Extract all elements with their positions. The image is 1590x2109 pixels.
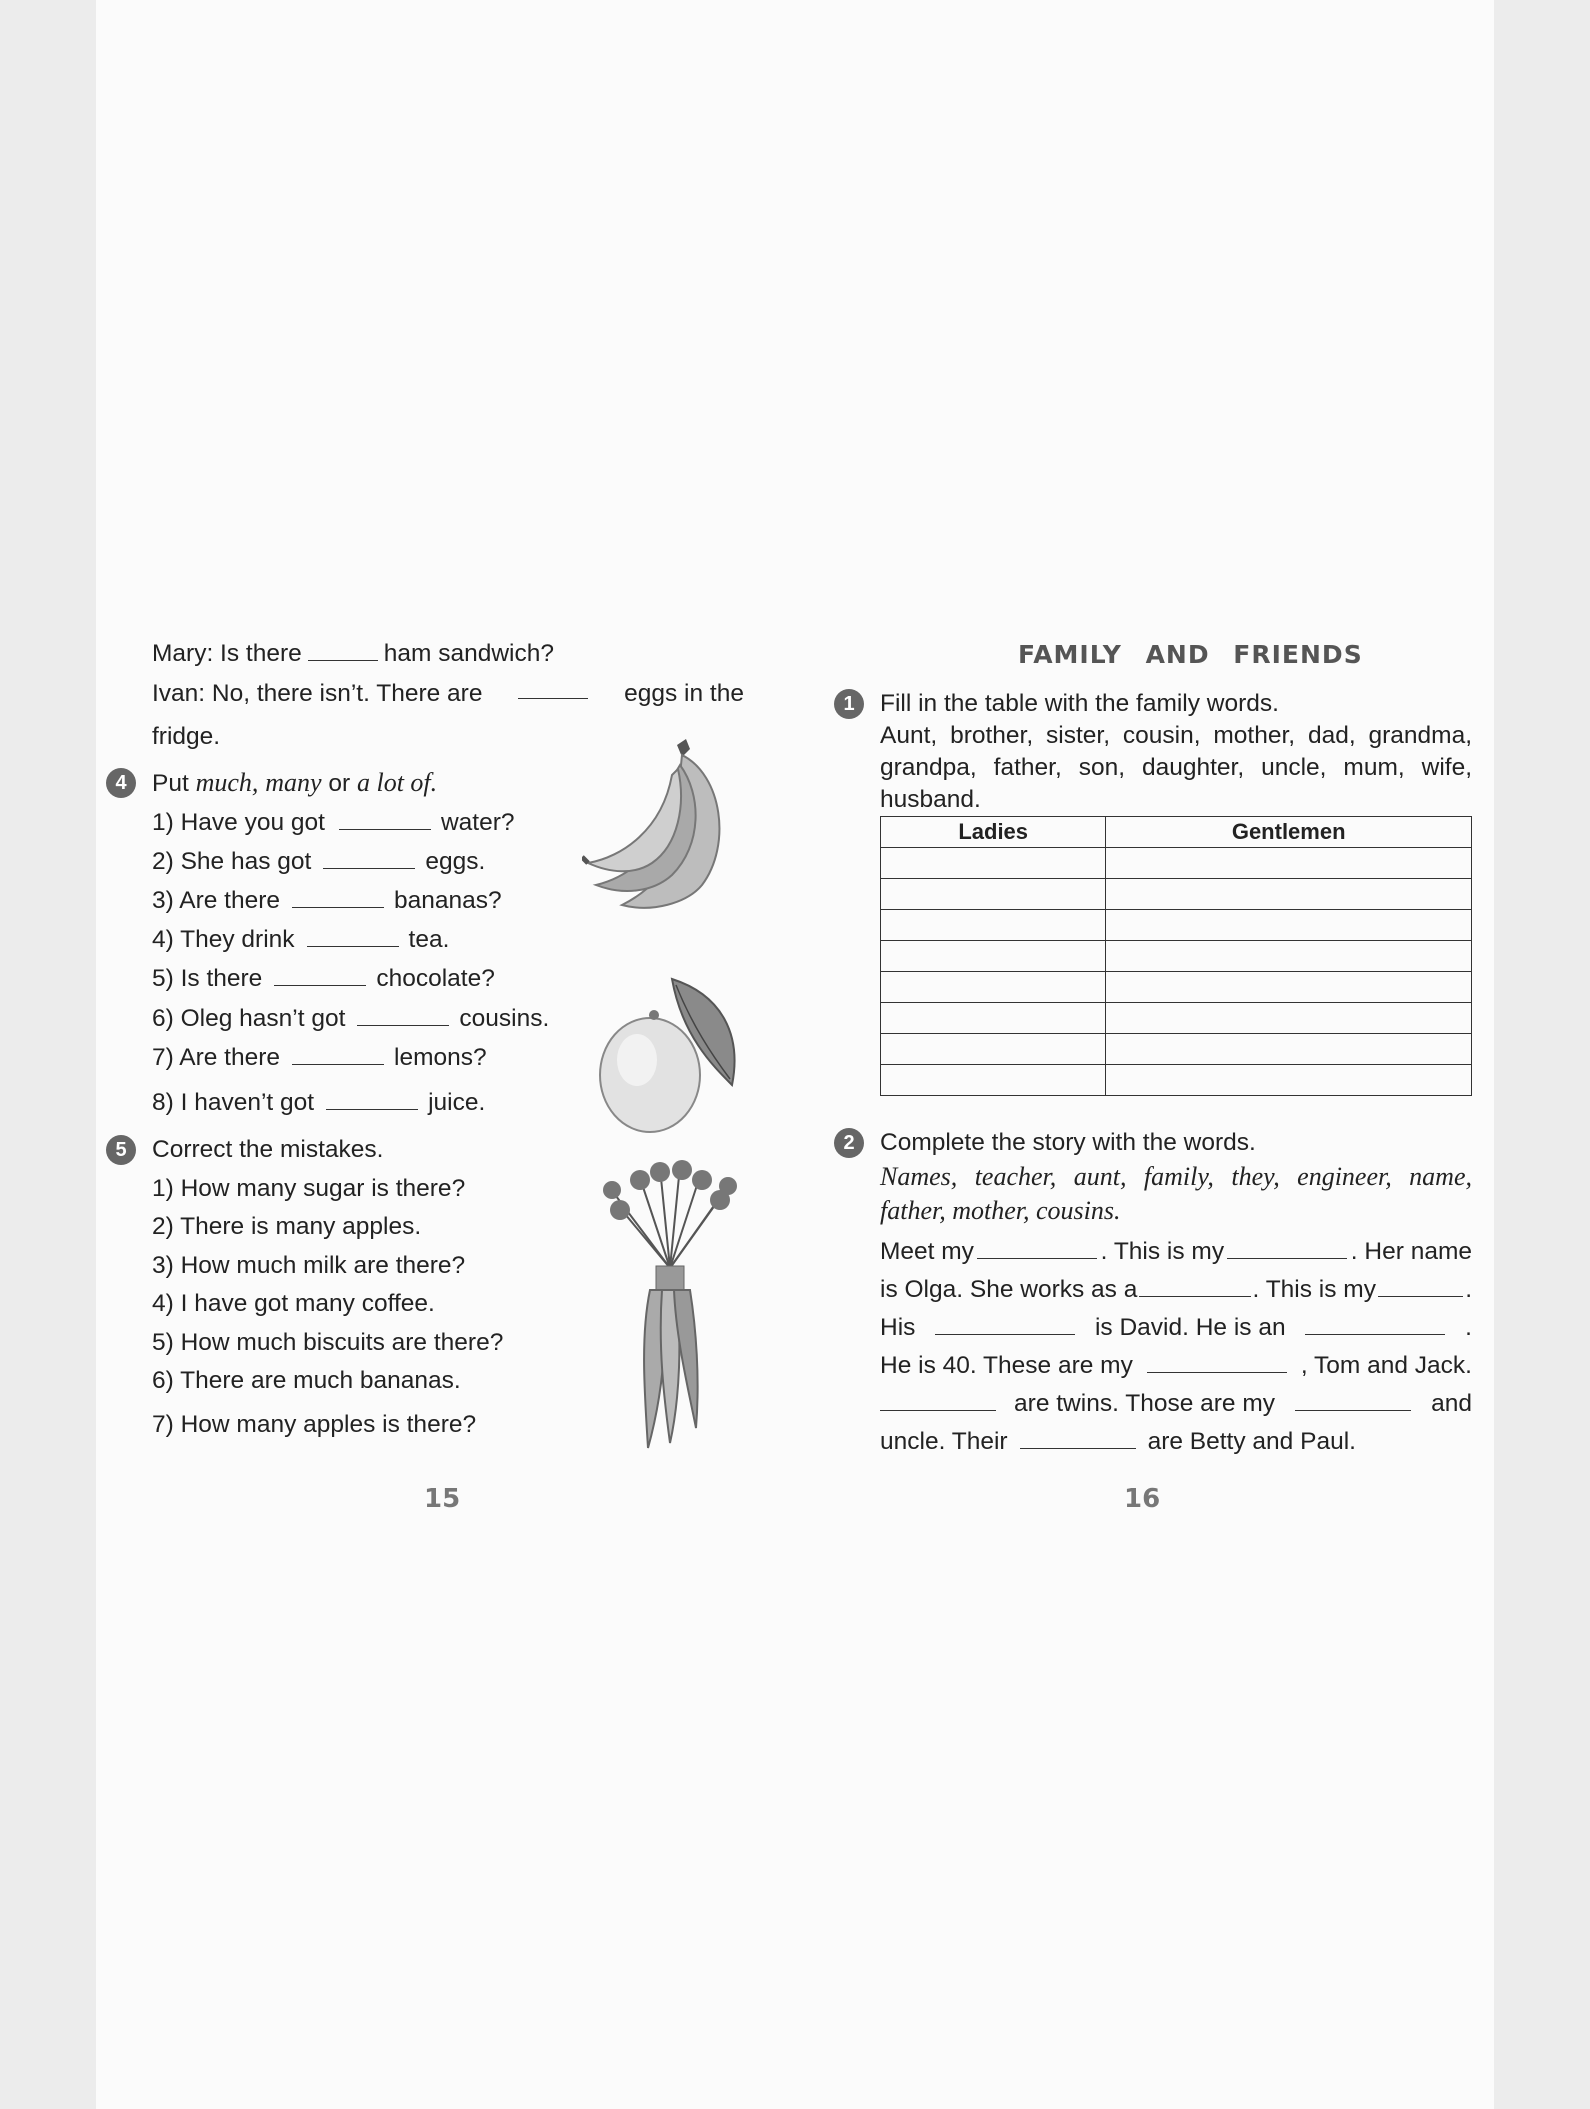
- dialogue-text: ham sandwich?: [383, 640, 554, 667]
- answer-blank[interactable]: [935, 1314, 1075, 1335]
- answer-blank[interactable]: [326, 1089, 418, 1110]
- exercise-2-instruction: Complete the story with the words.: [880, 1129, 1256, 1156]
- table-cell[interactable]: [1106, 972, 1472, 1003]
- story-text: .: [1465, 1314, 1472, 1341]
- table-cell[interactable]: [1106, 848, 1472, 879]
- carrots-illustration: [600, 1158, 740, 1458]
- item-text: 7) Are there: [152, 1044, 281, 1071]
- exercise-number-2: 2: [834, 1128, 864, 1158]
- answer-blank[interactable]: [518, 678, 588, 699]
- dialogue-text: fridge.: [152, 723, 221, 750]
- word-bank-line: husband.: [880, 786, 981, 813]
- answer-blank[interactable]: [274, 965, 366, 986]
- answer-blank[interactable]: [292, 1044, 384, 1065]
- answer-blank[interactable]: [308, 640, 378, 661]
- story-text: are Betty and Paul.: [1147, 1428, 1356, 1455]
- instruction-text: Put: [152, 770, 189, 797]
- item-text: 4) They drink: [152, 926, 295, 953]
- item-text: eggs.: [425, 848, 486, 875]
- ex4-item-1: [152, 807, 515, 839]
- dialogue-text: Ivan: No, there isn’t. There are: [152, 680, 483, 707]
- answer-blank[interactable]: [1147, 1352, 1287, 1373]
- story-text: uncle. Their: [880, 1428, 1008, 1455]
- ex4-item-8: [152, 1087, 485, 1119]
- dialogue-text: eggs in the: [624, 680, 744, 707]
- item-text: 3) Are there: [152, 887, 281, 914]
- table-cell[interactable]: [881, 1034, 1106, 1065]
- story-line-1: [880, 1236, 1472, 1268]
- table-cell[interactable]: [881, 879, 1106, 910]
- table-cell[interactable]: [881, 972, 1106, 1003]
- table-cell[interactable]: [1106, 1034, 1472, 1065]
- story-text: His: [880, 1314, 916, 1341]
- story-text: are twins. Those are my: [1014, 1390, 1276, 1417]
- workbook-spread: [96, 0, 1494, 2109]
- story-text: , Tom and Jack.: [1300, 1352, 1472, 1379]
- story-text: and: [1431, 1390, 1472, 1417]
- table-header-gentlemen: Gentlemen: [1106, 817, 1472, 848]
- word-option: a lot of.: [356, 768, 438, 797]
- item-text: 2) She has got: [152, 848, 312, 875]
- ex5-item: 6) There are much bananas.: [152, 1367, 461, 1394]
- exercise-5-instruction: Correct the mistakes.: [152, 1136, 384, 1163]
- family-words-table: [880, 816, 1472, 1096]
- story-line-5: [880, 1388, 1472, 1420]
- ex5-item: 7) How many apples is there?: [152, 1411, 477, 1438]
- item-text: chocolate?: [376, 965, 495, 992]
- ex5-item: 1) How many sugar is there?: [152, 1175, 466, 1202]
- word-bank-line: Aunt, brother, sister, cousin, mother, dad, grandma,: [880, 722, 1472, 749]
- table-cell[interactable]: [1106, 1065, 1472, 1096]
- table-cell[interactable]: [881, 1065, 1106, 1096]
- answer-blank[interactable]: [1378, 1276, 1463, 1297]
- ex4-item-3: [152, 885, 502, 917]
- table-cell[interactable]: [1106, 941, 1472, 972]
- answer-blank[interactable]: [339, 809, 431, 830]
- table-header-ladies: Ladies: [881, 817, 1106, 848]
- answer-blank[interactable]: [292, 887, 384, 908]
- story-line-4: [880, 1350, 1472, 1382]
- exercise-1-instruction: Fill in the table with the family words.: [880, 690, 1279, 717]
- story-text: . This is my: [1100, 1238, 1225, 1265]
- dialogue-line-mary: [152, 638, 554, 670]
- item-text: tea.: [408, 926, 450, 953]
- dialogue-text: Mary: Is there: [152, 640, 302, 667]
- table-cell[interactable]: [1106, 910, 1472, 941]
- section-title: FAMILY AND FRIENDS: [1018, 640, 1363, 669]
- ex4-item-7: [152, 1042, 487, 1074]
- table-cell[interactable]: [1106, 1003, 1472, 1034]
- story-text: .: [1465, 1276, 1472, 1303]
- answer-blank[interactable]: [1020, 1428, 1136, 1449]
- answer-blank[interactable]: [977, 1238, 1097, 1259]
- story-text: . Her name: [1350, 1238, 1472, 1265]
- story-text: He is 40. These are my: [880, 1352, 1133, 1379]
- ex5-item: 3) How much milk are there?: [152, 1252, 466, 1279]
- word-option: much,: [195, 768, 259, 797]
- table-cell[interactable]: [881, 941, 1106, 972]
- table-cell[interactable]: [881, 910, 1106, 941]
- table-cell[interactable]: [1106, 879, 1472, 910]
- lemon-illustration: [592, 975, 742, 1135]
- story-line-3: [880, 1312, 1472, 1344]
- ex5-item: 4) I have got many coffee.: [152, 1290, 435, 1317]
- item-text: 5) Is there: [152, 965, 263, 992]
- exercise-number-5: 5: [106, 1135, 136, 1165]
- table-cell[interactable]: [881, 848, 1106, 879]
- item-text: bananas?: [394, 887, 502, 914]
- answer-blank[interactable]: [1139, 1276, 1250, 1297]
- exercise-number-4: 4: [106, 768, 136, 798]
- ex4-item-4: [152, 924, 449, 956]
- story-line-6: [880, 1426, 1356, 1458]
- item-text: 1) Have you got: [152, 809, 325, 836]
- page-number-left: 15: [424, 1484, 461, 1514]
- item-text: juice.: [428, 1089, 486, 1116]
- bananas-illustration: [582, 735, 742, 915]
- ex4-item-5: [152, 963, 495, 995]
- table-cell[interactable]: [881, 1003, 1106, 1034]
- answer-blank[interactable]: [1295, 1390, 1411, 1411]
- answer-blank[interactable]: [1305, 1314, 1445, 1335]
- story-line-2: [880, 1274, 1472, 1306]
- word-bank-line: father, mother, cousins.: [880, 1196, 1121, 1225]
- exercise-number-1: 1: [834, 689, 864, 719]
- story-text: . This is my: [1252, 1276, 1376, 1303]
- answer-blank[interactable]: [880, 1390, 996, 1411]
- story-text: Meet my: [880, 1238, 974, 1265]
- item-text: water?: [440, 809, 515, 836]
- dialogue-line-ivan: [152, 678, 744, 710]
- page-number-right: 16: [1124, 1484, 1161, 1514]
- ex5-item: 2) There is many apples.: [152, 1213, 422, 1240]
- story-text: is David. He is an: [1094, 1314, 1286, 1341]
- word-bank-line: Names, teacher, aunt, family, they, engineer, name,: [880, 1162, 1472, 1191]
- story-text: is Olga. She works as a: [880, 1276, 1138, 1303]
- ex4-item-6: [152, 1003, 549, 1035]
- ex5-item: 5) How much biscuits are there?: [152, 1329, 504, 1356]
- exercise-4-instruction: [152, 767, 437, 800]
- answer-blank[interactable]: [307, 926, 399, 947]
- item-text: 8) I haven’t got: [152, 1089, 315, 1116]
- item-text: cousins.: [459, 1005, 550, 1032]
- answer-blank[interactable]: [323, 848, 415, 869]
- word-option: many: [265, 768, 322, 797]
- word-bank-line: grandpa, father, son, daughter, uncle, mum, wife,: [880, 754, 1472, 781]
- ex4-item-2: [152, 846, 485, 878]
- answer-blank[interactable]: [1227, 1238, 1347, 1259]
- instruction-text: or: [328, 770, 351, 797]
- answer-blank[interactable]: [357, 1005, 449, 1026]
- item-text: lemons?: [394, 1044, 487, 1071]
- item-text: 6) Oleg hasn’t got: [152, 1005, 346, 1032]
